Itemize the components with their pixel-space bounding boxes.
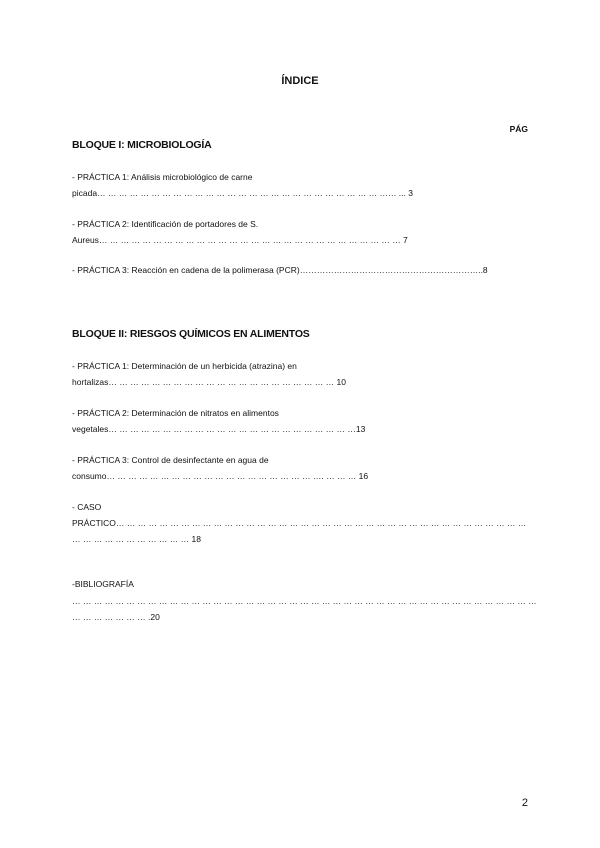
page-column-label: PÁG: [509, 124, 528, 134]
page-number: 2: [521, 797, 528, 809]
toc-entry-b1-practica-3: - PRÁCTICA 3: Reacción en cadena de la polimerasa (PCR)………………………………………………………..8: [72, 265, 488, 275]
toc-entry-b2-practica-1: - PRÁCTICA 1: Determinación de un herbicida (atrazina) en: [72, 361, 297, 371]
toc-entry-b1-practica-2-leader: Aureus… … … … … … … … … … … … … … … … … … … … … … … … … … … … 7: [72, 235, 408, 245]
page-title: ÍNDICE: [281, 75, 319, 87]
toc-entry-b2-practica-2-leader: vegetales… … … … … … … … … … … … … … … … … … … … … … …13: [72, 424, 366, 434]
toc-entry-b2-practica-2: - PRÁCTICA 2: Determinación de nitratos en alimentos: [72, 408, 279, 418]
toc-entry-b1-practica-1-leader: picada… … … … … … … … … … … … … … … … … … … … … … … … … … …… ... 3: [72, 188, 413, 198]
toc-entry-b2-practica-3-leader: consumo… … … … … … … … … … … … … … … … … … … …. … … … 16: [72, 471, 369, 481]
section-heading-bloque-1: BLOQUE I: MICROBIOLOGÍA: [72, 139, 212, 151]
section-heading-bloque-2: BLOQUE II: RIESGOS QUÍMICOS EN ALIMENTOS: [72, 328, 310, 340]
toc-entry-b2-practica-3: - PRÁCTICA 3: Control de desinfectante en agua de: [72, 455, 269, 465]
toc-entry-b1-practica-1: - PRÁCTICA 1: Análisis microbiológico de carne: [72, 172, 253, 182]
toc-entry-bibliografia: -BIBLIOGRAFÍA: [72, 579, 134, 589]
toc-entry-b1-practica-2: - PRÁCTICA 2: Identificación de portadores de S.: [72, 219, 259, 229]
toc-entry-b2-practica-1-leader: hortalizas… … … … … … … … … … … … … … … … … … … … … 10: [72, 377, 346, 387]
toc-entry-bibliografia-leader: … … … … … … … … … … … … … … … … … … … … … … … … … … … … … … … … … … … … … … … … … … …: [72, 596, 537, 606]
toc-entry-caso-practico-leader: PRÁCTICO… … … … … … … … … … … … … … … … … … … … … … … … … … … … … … … … … … … … … …: [72, 518, 527, 528]
toc-entry-caso-practico: - CASO: [72, 502, 102, 512]
toc-entry-caso-practico-page: … … … … … … … … … … … 18: [72, 534, 201, 544]
toc-entry-bibliografia-page: … … … … … … … .20: [72, 612, 160, 622]
